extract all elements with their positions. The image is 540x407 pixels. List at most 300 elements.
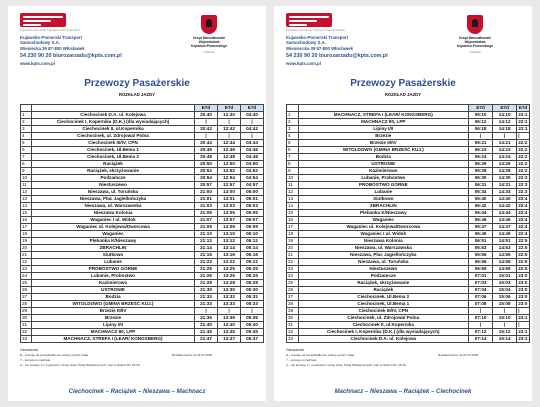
stop-name: Raciążek, skrzyżowanie xyxy=(32,168,195,175)
departure-time-2: 12:46 xyxy=(218,147,241,154)
departure-time-3: 23:0 xyxy=(517,287,530,294)
table-row xyxy=(21,280,264,287)
departure-time-3: 05:03 xyxy=(241,203,264,210)
departure-time-1: 21:05 xyxy=(195,210,218,217)
departure-time-1: 06:40 xyxy=(469,196,493,203)
departure-time-3: 22:4 xyxy=(517,224,530,231)
departure-time-3: 04:46 xyxy=(241,147,264,154)
stop-name: Niestuszewo xyxy=(32,182,195,189)
stop-number: 26 xyxy=(287,287,299,294)
header-blank xyxy=(287,105,299,112)
departure-time-3: 04:48 xyxy=(241,154,264,161)
departure-time-3: 05:00 xyxy=(241,189,264,196)
stop-number: 2 xyxy=(21,119,32,126)
departure-time-2: 14:55 xyxy=(493,252,517,259)
company-logo xyxy=(20,13,66,27)
stop-name: Ciechocinek, Ul.Bema 1 xyxy=(298,301,469,308)
departure-time-2: 12:52 xyxy=(218,168,241,175)
departure-time-2: 13:25 xyxy=(218,266,241,273)
stop-number: 11 xyxy=(21,182,32,189)
stop-number: 13 xyxy=(21,196,32,203)
company-name xyxy=(20,35,82,45)
stop-number: 5 xyxy=(287,140,299,147)
company-logo xyxy=(286,13,332,27)
departure-time-3: 22:4 xyxy=(517,231,530,238)
stop-number: 22 xyxy=(287,259,299,266)
sheet-header xyxy=(274,6,532,76)
stop-name: Ciechocinek D.A. ul. Kolejowa xyxy=(32,112,195,119)
departure-time-2: 14:23 xyxy=(493,147,517,154)
departure-time-2: | xyxy=(493,308,517,315)
stop-name: Nieszawa, ul. Warszawska xyxy=(32,203,195,210)
departure-time-2: 12:44 xyxy=(218,140,241,147)
notes xyxy=(20,348,140,368)
departure-time-1: 20:42 xyxy=(195,126,218,133)
departure-time-3: 05:40 xyxy=(241,322,264,329)
departure-time-1: 21:12 xyxy=(195,238,218,245)
stop-name: Ciechocinek I, Kopernika (D.K.) (dla wysiadających) xyxy=(32,119,195,126)
table-row xyxy=(21,133,264,140)
departure-time-3: | xyxy=(517,133,530,140)
stop-number: 15 xyxy=(21,210,32,217)
departure-time-1: 21:22 xyxy=(195,259,218,266)
departure-time-1: | xyxy=(469,133,493,140)
departure-time-1: 21:26 xyxy=(195,273,218,280)
stop-name: Nieszawa Kolonia xyxy=(298,238,469,245)
departure-time-3: 22:5 xyxy=(517,252,530,259)
departure-time-2: 13:00 xyxy=(218,189,241,196)
stop-name: WITOLDOWO (GMINA BRZEŚĆ KUJ.) xyxy=(32,301,195,308)
departure-time-1: 20:54 xyxy=(195,175,218,182)
departure-time-2: 13:30 xyxy=(218,287,241,294)
departure-time-3: 04:40 xyxy=(241,112,264,119)
departure-time-2: 14:53 xyxy=(493,245,517,252)
stop-number: 3 xyxy=(287,126,299,133)
departure-time-2: 14:18 xyxy=(493,126,517,133)
departure-time-2: 14:12 xyxy=(493,119,517,126)
table-row xyxy=(21,168,264,175)
stop-name: Waganiec I ul. Widok xyxy=(298,231,469,238)
company-contact: 54 230 90 20 biurozarzadu@kpts.com.pl xyxy=(286,53,388,59)
departure-time-3: 05:36 xyxy=(241,315,264,322)
table-row xyxy=(21,273,264,280)
table-row xyxy=(287,245,530,252)
departure-time-2: 12:48 xyxy=(218,154,241,161)
notes-title: Oznaczenia: xyxy=(286,348,305,352)
departure-time-1: 06:31 xyxy=(469,182,493,189)
departure-time-1: | xyxy=(195,133,218,140)
table-row xyxy=(287,280,530,287)
departure-time-2: 15:04 xyxy=(493,287,517,294)
departure-time-2: 15:10 xyxy=(493,315,517,322)
stop-name: USTRONIE xyxy=(32,287,195,294)
table-row xyxy=(21,217,264,224)
departure-time-2: 12:54 xyxy=(218,175,241,182)
header-course-2: E7d xyxy=(493,105,517,112)
departure-time-2: 13:01 xyxy=(218,196,241,203)
table-row xyxy=(21,140,264,147)
stop-number: 2 xyxy=(287,119,299,126)
departure-time-2: 14:51 xyxy=(493,238,517,245)
stop-number: 4 xyxy=(21,133,32,140)
departure-time-1: 21:25 xyxy=(195,266,218,273)
departure-time-2: 14:59 xyxy=(493,266,517,273)
departure-time-2: 13:26 xyxy=(218,273,241,280)
table-row xyxy=(287,189,530,196)
table-row xyxy=(21,147,264,154)
departure-time-1: 06:26 xyxy=(469,161,493,168)
table-row xyxy=(287,147,530,154)
departure-time-2: | xyxy=(493,133,517,140)
stop-name: Nieszawa, Plac Jagiellończyka xyxy=(32,196,195,203)
departure-time-3: 05:28 xyxy=(241,280,264,287)
validity-date: Rozkład ważny od 01.07.2025 xyxy=(172,353,213,357)
stop-number: 24 xyxy=(21,273,32,280)
stop-name: Nieszawa, ul. Toruńska xyxy=(32,189,195,196)
table-row xyxy=(21,329,264,336)
stop-number: 29 xyxy=(21,308,32,315)
stop-name: Nieszawa, Plac Jagiellończyka xyxy=(298,252,469,259)
stop-number: 16 xyxy=(287,217,299,224)
departure-time-3: 22:5 xyxy=(517,266,530,273)
stop-name: Ciechocinek D.A. ul. Kolejowa xyxy=(298,336,469,343)
departure-time-3: 05:33 xyxy=(241,301,264,308)
departure-time-2: | xyxy=(493,322,517,329)
departure-time-3: 04:54 xyxy=(241,175,264,182)
stop-number: 16 xyxy=(21,217,32,224)
stop-number: 33 xyxy=(287,336,299,343)
departure-time-2: 13:16 xyxy=(218,252,241,259)
departure-time-1: | xyxy=(469,308,493,315)
table-row xyxy=(287,231,530,238)
office-line-2: Województwa xyxy=(198,40,220,44)
note-e: E – kursuje od poniedziałku do soboty oprócz świąt xyxy=(286,353,355,357)
company-address: Wienieccka 39 87-800 Włocławek xyxy=(286,46,354,51)
stop-number: 1 xyxy=(287,112,299,119)
departure-time-3: | xyxy=(241,133,264,140)
departure-time-2: 13:32 xyxy=(218,294,241,301)
header-course-1: E7d xyxy=(469,105,493,112)
note-e: E – kursuje od poniedziałku do soboty oprócz świąt xyxy=(20,353,89,357)
stop-name: Raciążek xyxy=(32,161,195,168)
stop-number: 12 xyxy=(21,189,32,196)
stop-name: Niestuszewo xyxy=(298,266,469,273)
table-row xyxy=(21,231,264,238)
departure-time-1: 06:46 xyxy=(469,217,493,224)
departure-time-1: 07:12 xyxy=(469,329,493,336)
departure-time-1: 06:10 xyxy=(469,112,493,119)
table-row xyxy=(21,308,264,315)
departure-time-1: 21:07 xyxy=(195,217,218,224)
table-row xyxy=(287,154,530,161)
table-row xyxy=(21,112,264,119)
stop-name: Plebanka K/Nieszawy xyxy=(298,210,469,217)
stop-name: Raciążek xyxy=(298,287,469,294)
stop-number: 13 xyxy=(287,196,299,203)
departure-time-1: 06:51 xyxy=(469,238,493,245)
stop-number: 18 xyxy=(21,231,32,238)
stop-name: Siutkowo xyxy=(32,252,195,259)
departure-time-2: 14:21 xyxy=(493,140,517,147)
departure-time-3: 23:1 xyxy=(517,336,530,343)
departure-time-2: 13:36 xyxy=(218,315,241,322)
stop-name: Waganiec xyxy=(298,217,469,224)
departure-time-1: 06:18 xyxy=(469,126,493,133)
departure-time-2: 14:44 xyxy=(493,210,517,217)
departure-time-1: 06:24 xyxy=(469,154,493,161)
departure-time-1: 06:34 xyxy=(469,189,493,196)
stop-name: Bodzia xyxy=(32,294,195,301)
notes-title: Oznaczenia: xyxy=(20,348,39,352)
logo-subtitle: Kujawsko-Pomorski Transport Samochodowy xyxy=(20,29,80,32)
departure-time-2: 13:09 xyxy=(218,224,241,231)
departure-time-2: 14:46 xyxy=(493,217,517,224)
departure-time-3: 23:0 xyxy=(517,280,530,287)
document-subtitle: ROZKŁAD JAZDY xyxy=(118,92,156,97)
departure-time-1: 20:44 xyxy=(195,140,218,147)
table-row xyxy=(287,301,530,308)
table-row xyxy=(287,196,530,203)
header-course-1: E7d xyxy=(195,105,218,112)
stop-name: Brzezie xyxy=(298,133,469,140)
stop-name: Raciążek, skrzyżowanie xyxy=(298,280,469,287)
stop-number: 32 xyxy=(287,329,299,336)
office-line-1: Urząd Marszałkowski xyxy=(458,36,492,40)
stop-number: 30 xyxy=(287,315,299,322)
stop-name: MACHNACZ, STREFA I (LEAR/ KONGSBERG) xyxy=(298,112,469,119)
stop-number: 19 xyxy=(21,238,32,245)
notes xyxy=(286,348,406,368)
departure-time-2: 14:10 xyxy=(493,112,517,119)
company-contact: 54 230 90 20 biurozarzadu@kpts.com.pl xyxy=(20,53,122,59)
table-row xyxy=(287,259,530,266)
office-city: w Toruniu xyxy=(469,51,481,54)
departure-time-3: 22:4 xyxy=(517,210,530,217)
departure-time-3: 05:05 xyxy=(241,210,264,217)
table-row xyxy=(21,224,264,231)
stop-name: Nieszawa Kolonia xyxy=(32,210,195,217)
stop-number: 8 xyxy=(21,161,32,168)
stop-number: 27 xyxy=(287,294,299,301)
departure-time-2: 14:30 xyxy=(493,175,517,182)
stop-name: Siutkowo xyxy=(298,196,469,203)
departure-time-1: 07:06 xyxy=(469,294,493,301)
departure-time-3: 23:0 xyxy=(517,301,530,308)
departure-time-1: 07:08 xyxy=(469,301,493,308)
departure-time-2: 14:42 xyxy=(493,203,517,210)
departure-time-1: 21:28 xyxy=(195,280,218,287)
table-row xyxy=(287,210,530,217)
departure-time-2: 13:03 xyxy=(218,203,241,210)
departure-time-3: 04:50 xyxy=(241,161,264,168)
departure-time-1: 20:50 xyxy=(195,161,218,168)
departure-time-3: 23:0 xyxy=(517,273,530,280)
stop-number: 20 xyxy=(287,245,299,252)
stop-name: Waganiec xyxy=(32,231,195,238)
stop-name: Ciechocinek, ul. Zdrojowa/ Polna xyxy=(32,133,195,140)
stop-number: 26 xyxy=(21,287,32,294)
departure-time-3: | xyxy=(241,119,264,126)
departure-time-3: 22:2 xyxy=(517,140,530,147)
departure-time-1: 21:45 xyxy=(195,329,218,336)
stop-name: Podzamcze xyxy=(298,273,469,280)
office-line-1: Urząd Marszałkowski xyxy=(192,36,226,40)
stop-number: 9 xyxy=(287,168,299,175)
office-line-2: Województwa xyxy=(464,40,486,44)
table-row xyxy=(21,315,264,322)
stop-name: Kazimierowo xyxy=(32,280,195,287)
departure-time-3: 22:5 xyxy=(517,245,530,252)
departure-time-3: 22:1 xyxy=(517,112,530,119)
company-name xyxy=(286,35,348,45)
departure-time-2: 13:28 xyxy=(218,280,241,287)
departure-time-2: 15:01 xyxy=(493,273,517,280)
departure-time-3: 05:01 xyxy=(241,196,264,203)
stop-name: Ciechocinek, Ul.Bema 2 xyxy=(298,294,469,301)
table-row xyxy=(21,245,264,252)
departure-time-2: | xyxy=(218,133,241,140)
coat-of-arms-icon xyxy=(201,15,217,34)
table-row xyxy=(287,175,530,182)
stop-name: PROBOSTWO GÓRNE xyxy=(298,182,469,189)
stop-name: Waganiec ul. Kolejowa/Dworcowa xyxy=(32,224,195,231)
departure-time-2: 13:14 xyxy=(218,245,241,252)
departure-time-1: 21:36 xyxy=(195,315,218,322)
stop-number: 6 xyxy=(287,147,299,154)
table-row xyxy=(287,294,530,301)
departure-time-1: | xyxy=(195,119,218,126)
table-row xyxy=(21,238,264,245)
departure-time-3: 05:22 xyxy=(241,259,264,266)
table-row xyxy=(287,168,530,175)
departure-time-3: 22:1 xyxy=(517,126,530,133)
stop-name: Ciechocinek II, ul.Kopernika xyxy=(32,126,195,133)
departure-time-2: 12:50 xyxy=(218,161,241,168)
table-row xyxy=(21,203,264,210)
departure-time-1: 07:04 xyxy=(469,287,493,294)
departure-time-1: 20:48 xyxy=(195,154,218,161)
stop-number: 28 xyxy=(21,301,32,308)
table-row xyxy=(287,315,530,322)
departure-time-2: | xyxy=(218,119,241,126)
stop-number: 22 xyxy=(21,259,32,266)
departure-time-2: 13:10 xyxy=(218,231,241,238)
table-row xyxy=(287,266,530,273)
departure-time-2: 14:47 xyxy=(493,224,517,231)
table-row xyxy=(21,336,264,343)
departure-time-3: 04:42 xyxy=(241,126,264,133)
table-row xyxy=(21,175,264,182)
table-row xyxy=(21,182,264,189)
departure-time-3: 05:25 xyxy=(241,266,264,273)
departure-time-2: 15:03 xyxy=(493,280,517,287)
document-title: Przewozy Pasażerskie xyxy=(350,78,456,89)
stop-number: 28 xyxy=(287,301,299,308)
departure-time-1: 21:00 xyxy=(195,189,218,196)
departure-time-2: 13:45 xyxy=(218,329,241,336)
departure-time-1: | xyxy=(195,308,218,315)
table-row xyxy=(21,154,264,161)
stop-number: 31 xyxy=(287,322,299,329)
stop-number: 19 xyxy=(287,238,299,245)
office-line-3: Kujawsko-Pomorskiego xyxy=(456,44,494,48)
departure-time-1: 06:49 xyxy=(469,231,493,238)
office-line-3: Kujawsko-Pomorskiego xyxy=(190,44,228,48)
stop-number: 10 xyxy=(287,175,299,182)
departure-time-3: 22:3 xyxy=(517,175,530,182)
departure-time-1: 06:42 xyxy=(469,203,493,210)
departure-time-2: | xyxy=(218,308,241,315)
coat-of-arms-icon xyxy=(467,15,483,34)
stop-number: 17 xyxy=(21,224,32,231)
route-name: Machnacz – Nieszawa – Raciążek – Ciechocinek xyxy=(334,389,472,395)
table-row xyxy=(287,140,530,147)
table-row xyxy=(21,119,264,126)
stop-name: MACHNACZ 80, LPP xyxy=(298,119,469,126)
stop-name: Ciechocinek, Ul.Bema 2 xyxy=(32,154,195,161)
departure-time-3: 23:0 xyxy=(517,294,530,301)
departure-time-3: 22:3 xyxy=(517,189,530,196)
departure-time-1: 20:46 xyxy=(195,147,218,154)
departure-time-3: 05:26 xyxy=(241,273,264,280)
departure-time-3: 05:32 xyxy=(241,294,264,301)
table-row xyxy=(287,224,530,231)
timetable-sheet-right xyxy=(274,6,532,401)
departure-time-2: 14:49 xyxy=(493,231,517,238)
table-row xyxy=(287,287,530,294)
stop-number: 1 xyxy=(21,112,32,119)
stop-name: Brzezie III/IV xyxy=(32,308,195,315)
stop-number: 30 xyxy=(21,315,32,322)
table-row xyxy=(287,217,530,224)
table-row xyxy=(21,266,264,273)
stop-number: 3 xyxy=(21,126,32,133)
departure-time-3: 22:5 xyxy=(517,259,530,266)
table-row xyxy=(287,322,530,329)
departure-time-2: 14:31 xyxy=(493,182,517,189)
departure-time-1: 21:10 xyxy=(195,231,218,238)
departure-time-1: 07:10 xyxy=(469,315,493,322)
departure-time-3: 04:44 xyxy=(241,140,264,147)
departure-time-1: | xyxy=(469,322,493,329)
departure-time-3: 05:10 xyxy=(241,231,264,238)
validity-date: Rozkład ważny od 01.07.2025 xyxy=(438,353,479,357)
departure-time-3: 22:5 xyxy=(517,238,530,245)
departure-time-1: 21:30 xyxy=(195,287,218,294)
stop-number: 14 xyxy=(287,203,299,210)
table-row xyxy=(287,336,530,343)
departure-time-2: 13:22 xyxy=(218,259,241,266)
departure-time-1: 20:52 xyxy=(195,168,218,175)
departure-time-1: 21:01 xyxy=(195,196,218,203)
departure-time-2: 14:26 xyxy=(493,161,517,168)
table-row xyxy=(287,252,530,259)
timetable-header-row xyxy=(21,105,264,112)
departure-time-1: 06:56 xyxy=(469,259,493,266)
stop-number: 33 xyxy=(21,336,32,343)
departure-time-2: 13:07 xyxy=(218,217,241,224)
stop-name: MACHNACZ 80, LPP xyxy=(32,329,195,336)
stop-name: Ciechocinek III/IV, CPN xyxy=(32,140,195,147)
departure-time-3: | xyxy=(517,308,530,315)
departure-time-3: 05:30 xyxy=(241,287,264,294)
note-7: 7 – kursuje w niedziele xyxy=(20,358,51,362)
company-line-1: Kujawsko-Pomorski Transport xyxy=(286,35,349,40)
stop-number: 25 xyxy=(287,280,299,287)
table-row xyxy=(21,189,264,196)
stop-name: WITOLDOWO (GMINA BRZEŚĆ KUJ.) xyxy=(298,147,469,154)
departure-time-1: 20:40 xyxy=(195,112,218,119)
